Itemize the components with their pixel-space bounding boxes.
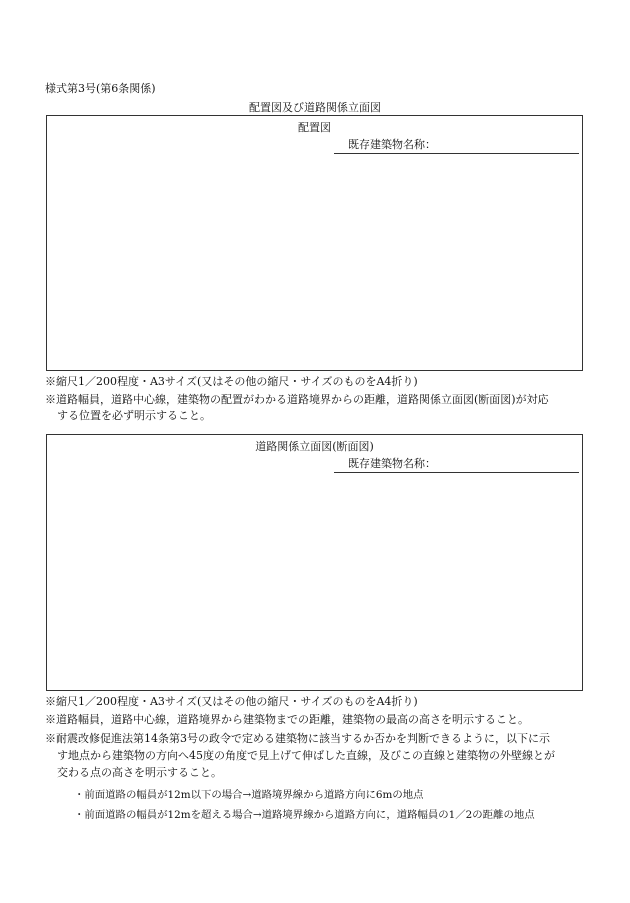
building-name-field: 既存建築物名称： — [334, 456, 579, 473]
scale-note: ※縮尺1／200程度・A3サイズ(又はその他の縮尺・サイズのものをA4折り) — [45, 375, 418, 388]
form-number: 様式第3号(第6条関係) — [45, 82, 156, 95]
document-title: 配置図及び道路関係立面図 — [249, 101, 381, 114]
bullet-item: ・前面道路の幅員が12mを超える場合→道路境界線から道路方向に，道路幅員の1／2の距離の地点 — [74, 809, 535, 821]
site-plan-note: ※道路幅員，道路中心線，建築物の配置がわかる道路境界からの距離，道路関係立面図(断面図)が対応 — [45, 393, 549, 406]
site-plan-title: 配置図 — [298, 121, 331, 134]
elevation-title: 道路関係立面図(断面図) — [255, 440, 374, 453]
elevation-note: ※道路幅員，道路中心線，道路境界から建築物までの距離，建築物の最高の高さを明示すること。 — [45, 713, 529, 726]
building-name-field: 既存建築物名称： — [334, 137, 579, 154]
seismic-note-cont: す地点から建築物の方向へ45度の角度で見上げて伸ばした直線，及びこの直線と建築物の外壁線とが — [57, 749, 555, 762]
site-plan-note-cont: する位置を必ず明示すること。 — [57, 409, 211, 422]
site-plan-box — [46, 115, 583, 371]
bullet-item: ・前面道路の幅員が12m以下の場合→道路境界線から道路方向に6mの地点 — [74, 789, 424, 801]
seismic-note-cont: 交わる点の高さを明示すること。 — [57, 766, 222, 779]
elevation-box — [46, 434, 583, 691]
seismic-note: ※耐震改修促進法第14条第3号の政令で定める建築物に該当するか否かを判断できるように，以下に示 — [45, 732, 550, 745]
scale-note: ※縮尺1／200程度・A3サイズ(又はその他の縮尺・サイズのものをA4折り) — [45, 695, 418, 708]
